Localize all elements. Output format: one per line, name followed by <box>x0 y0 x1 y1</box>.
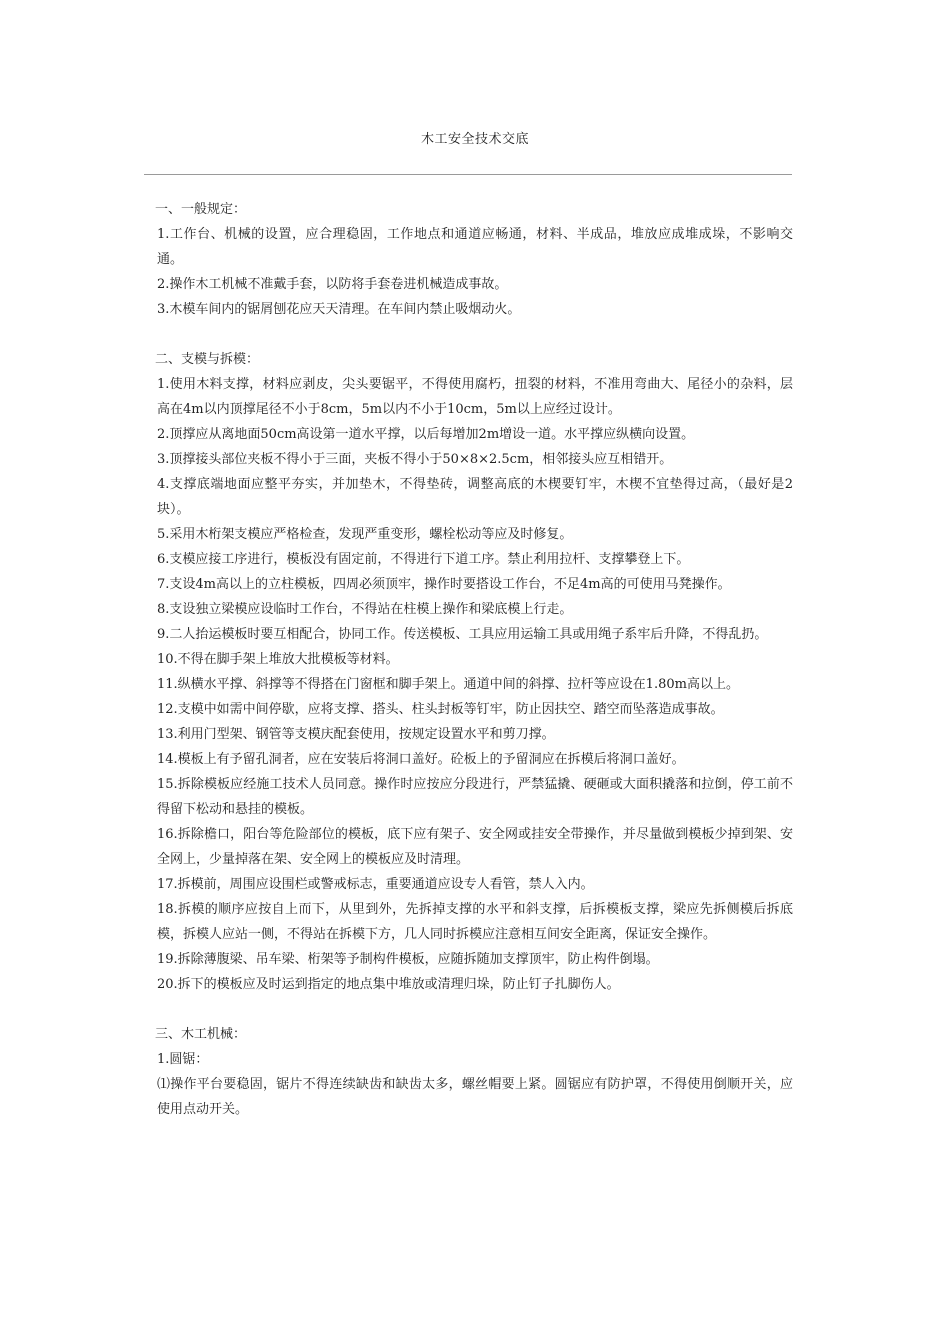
paragraph: 3.顶撑接头部位夹板不得小于三面，夹板不得小于50×8×2.5cm，相邻接头应互相错开。 <box>157 452 673 467</box>
page-title: 木工安全技术交底 <box>420 132 529 147</box>
paragraph: 20.拆下的模板应及时运到指定的地点集中堆放或清理归垛，防止钉子扎脚伤人。 <box>157 977 620 992</box>
section-heading: 一、一般规定： <box>155 202 247 217</box>
paragraph: 4.支撑底端地面应整平夯实，并加垫木，不得垫砖，调整高底的木楔要钉牢，木楔不宜垫得过高，（最好是2块）。 <box>157 477 793 517</box>
title-divider <box>144 174 792 175</box>
paragraph: 5.采用木桁架支模应严格检查，发现严重变形，螺栓松动等应及时修复。 <box>157 527 573 542</box>
section-heading: 三、木工机械： <box>155 1027 247 1042</box>
paragraph: 11.纵横水平撑、斜撑等不得搭在门窗框和脚手架上。通道中间的斜撑、拉杆等应设在1.80m高以上。 <box>157 677 739 692</box>
paragraph: 18.拆模的顺序应按自上而下，从里到外，先拆掉支撑的水平和斜支撑，后拆模板支撑，梁应先拆侧模后拆底模，拆模人应站一侧，不得站在拆模下方，几人同时拆模应注意相互间安全距离，保证安全操作。 <box>157 902 793 942</box>
paragraph: ⑴操作平台要稳固，锯片不得连续缺齿和缺齿太多，螺丝帽要上紧。圆锯应有防护罩，不得使用倒顺开关，应使用点动开关。 <box>157 1077 793 1117</box>
paragraph: 2.顶撑应从离地面50cm高设第一道水平撑，以后每增加2m增设一道。水平撑应纵横向设置。 <box>157 427 695 442</box>
paragraph: 16.拆除檐口，阳台等危险部位的模板，底下应有架子、安全网或挂安全带操作，并尽量做到模板少掉到架、安全网上，少量掉落在架、安全网上的模板应及时清理。 <box>157 827 793 867</box>
paragraph: 1.工作台、机械的设置，应合理稳固，工作地点和通道应畅通，材料、半成品，堆放应成堆成垛，不影响交通。 <box>157 227 793 267</box>
paragraph: 14.模板上有予留孔洞者，应在安装后将洞口盖好。砼板上的予留洞应在拆模后将洞口盖好。 <box>157 752 685 767</box>
paragraph: 3.木模车间内的锯屑刨花应天天清理。在车间内禁止吸烟动火。 <box>157 302 521 317</box>
paragraph: 8.支设独立梁模应设临时工作台，不得站在柱模上操作和梁底模上行走。 <box>157 602 573 617</box>
document-body <box>155 197 793 1122</box>
paragraph: 13.利用门型架、钢管等支模庆配套使用，按规定设置水平和剪刀撑。 <box>157 727 555 742</box>
paragraph: 12.支模中如需中间停歇，应将支撑、搭头、柱头封板等钉牢，防止因扶空、踏空而坠落造成事故。 <box>157 702 724 717</box>
paragraph: 9.二人抬运模板时要互相配合，协同工作。传送模板、工具应用运输工具或用绳子系牢后升降，不得乱扔。 <box>157 627 768 642</box>
paragraph: 1.圆锯： <box>157 1052 209 1067</box>
paragraph: 2.操作木工机械不准戴手套，以防将手套卷进机械造成事故。 <box>157 277 508 292</box>
section-heading: 二、支模与拆模： <box>155 352 260 367</box>
paragraph: 19.拆除薄腹梁、吊车梁、桁架等予制构件模板，应随拆随加支撑顶牢，防止构件倒塌。 <box>157 952 659 967</box>
paragraph: 1.使用木料支撑，材料应剥皮，尖头要锯平，不得使用腐朽，扭裂的材料，不准用弯曲大、尾径小的杂料，层高在4m以内顶撑尾径不小于8cm，5m以内不小于10cm，5m以上应经过设计。 <box>157 377 793 417</box>
paragraph: 6.支模应接工序进行，模板没有固定前，不得进行下道工序。禁止利用拉杆、支撑攀登上下。 <box>157 552 690 567</box>
paragraph: 10.不得在脚手架上堆放大批模板等材料。 <box>157 652 399 667</box>
paragraph: 15.拆除模板应经施工技术人员同意。操作时应按应分段进行，严禁猛撬、硬砸或大面积撬落和拉倒，停工前不得留下松动和悬挂的模板。 <box>157 777 793 817</box>
paragraph: 7.支设4m高以上的立柱模板，四周必须顶牢，操作时要搭设工作台，不足4m高的可使用马凳操作。 <box>157 577 731 592</box>
paragraph: 17.拆模前，周围应设围栏或警戒标志，重要通道应设专人看管，禁人入内。 <box>157 877 594 892</box>
